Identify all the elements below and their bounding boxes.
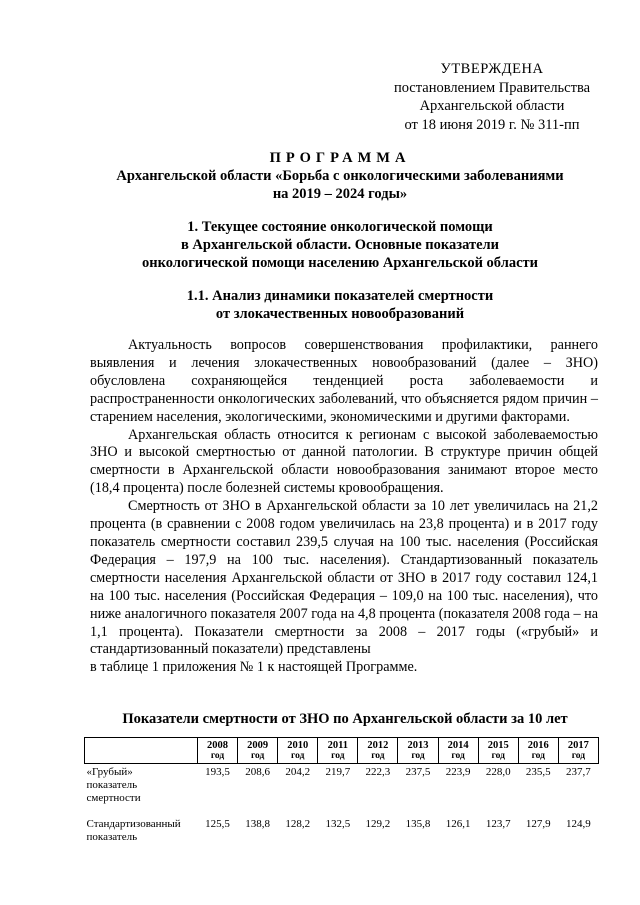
section-1-1-line-1: 1.1. Анализ динамики показателей смертности <box>186 288 494 304</box>
approval-line-3: от 18 июня 2019 г. № 311-пп <box>404 116 580 133</box>
section-1-line-3: онкологической помощи населению Архангельской области <box>142 255 538 271</box>
program-title-line-2: на 2019 – 2024 годы» <box>272 186 408 202</box>
paragraph-1: Актуальность вопросов совершенствования профилактики, раннего выявления и лечения злокачественных новообразований (далее – ЗНО) обусловлена сохраняющейся тенденцией роста заболеваемости и распространенности онкологических заболеваний, что объясняется рядом причин – старением населения, экологическими, экономическими и другими факторами. <box>90 337 598 425</box>
table-header-year: 2015 год <box>478 738 518 764</box>
table-cell: 138,8 <box>245 818 271 830</box>
program-label: ПРОГРАММА <box>269 150 411 166</box>
table-header-blank <box>85 738 198 764</box>
row-label: «Грубый» показатель смертности <box>86 766 141 804</box>
table-cell: 193,5 <box>205 766 230 778</box>
table-cell: 135,8 <box>405 818 431 830</box>
approval-line-2: Архангельской области <box>419 98 565 114</box>
table-header-year: 2012 год <box>358 738 398 764</box>
table-header-year: 2016 год <box>518 738 558 764</box>
mortality-table <box>84 737 599 844</box>
table-cell: 129,2 <box>365 818 391 830</box>
table-header-year: 2011 год <box>318 738 358 764</box>
table-cell: 204,2 <box>285 766 311 778</box>
section-1-1-line-2: от злокачественных новообразований <box>215 306 465 322</box>
approval-line-1: постановлением Правительства <box>393 79 591 96</box>
table-cell: 125,5 <box>205 818 230 830</box>
section-1-heading <box>60 218 620 272</box>
table-header-year: 2014 год <box>438 738 478 764</box>
table-cell: 219,7 <box>325 766 351 778</box>
paragraph-4: в таблице 1 приложения № 1 к настоящей Программе. <box>90 659 418 676</box>
table-cell: 126,1 <box>445 818 471 830</box>
approval-block <box>372 60 612 134</box>
table-header-row <box>85 738 599 764</box>
table-header-year: 2008 год <box>198 738 238 764</box>
table-row <box>85 764 599 817</box>
table-cell: 123,7 <box>485 818 511 830</box>
table-cell: 223,9 <box>445 766 471 778</box>
paragraph-3: Смертность от ЗНО в Архангельской области за 10 лет увеличилась на 21,2 процента (в сравнении с 2008 годом увеличилась на 23,8 процента) и в 2017 году показатель смертности составил 239,5 случая на 100 тыс. населения (Российская Федерация – 197,9 на 100 тыс. населения). Стандартизованный показатель смертности населения Архангельской области от ЗНО в 2017 году составил 124,1 на 100 тыс. населения (Российская Федерация – 109,0 на 100 тыс. населения), что ниже аналогичного показателя 2007 года на 4,8 процента (показателя 2008 года – на 1,1 процента). Показатели смертности за 2008 – 2017 годы («грубый» и стандартизованный показатели) представлены <box>90 498 598 658</box>
program-heading <box>60 149 620 203</box>
table-cell: 128,2 <box>285 818 311 830</box>
table-row <box>85 816 599 844</box>
body-text <box>90 337 598 677</box>
section-1-1-heading <box>60 287 620 323</box>
table-cell: 235,5 <box>525 766 551 778</box>
program-title-line-1: Архангельской области «Борьба с онкологическими заболеваниями <box>116 168 564 184</box>
table-title: Показатели смертности от ЗНО по Архангельской области за 10 лет <box>122 711 568 727</box>
table-cell: 222,3 <box>365 766 391 778</box>
table-cell: 237,5 <box>405 766 431 778</box>
table-cell: 127,9 <box>525 818 551 830</box>
approval-word: УТВЕРЖДЕНА <box>440 61 544 77</box>
paragraph-2: Архангельская область относится к регионам с высокой заболеваемостью ЗНО и высокой смертностью от данной патологии. В структуре причин общей смертности в Архангельской области новообразования занимают второе место (18,4 процента) после болезней системы кровообращения. <box>90 426 598 497</box>
table-cell: 132,5 <box>325 818 351 830</box>
table-cell: 124,9 <box>566 818 591 830</box>
table-header-year: 2009 год <box>238 738 278 764</box>
row-label: Стандартизованный показатель <box>86 818 181 843</box>
section-1-line-1: 1. Текущее состояние онкологической помощи <box>187 219 493 235</box>
table-header-year: 2013 год <box>398 738 438 764</box>
table-header-year: 2017 год <box>558 738 598 764</box>
table-header-year: 2010 год <box>278 738 318 764</box>
table-cell: 228,0 <box>485 766 511 778</box>
table-cell: 208,6 <box>245 766 271 778</box>
table-cell: 237,7 <box>566 766 591 778</box>
section-1-line-2: в Архангельской области. Основные показатели <box>180 237 500 253</box>
